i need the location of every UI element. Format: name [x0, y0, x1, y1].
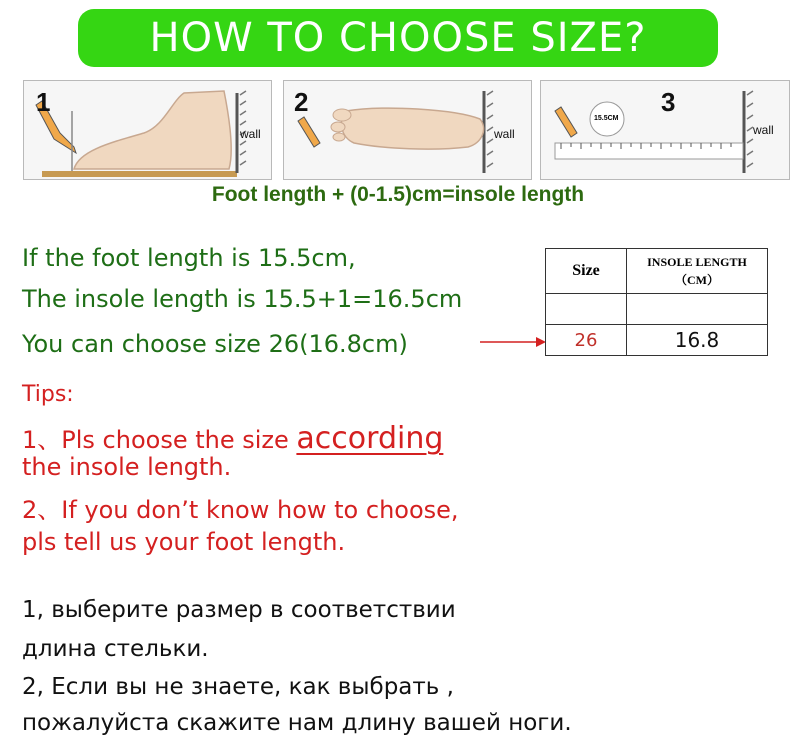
measure-label: 15.5CM — [594, 115, 619, 122]
tips-label: Tips: — [22, 382, 74, 407]
tip-1-line-1 — [22, 420, 443, 456]
step-2-number: 2 — [294, 87, 309, 117]
row-length: 16.8 — [627, 325, 768, 356]
table-header-row — [546, 249, 768, 294]
step-1-number: 1 — [36, 87, 51, 117]
tip-1-emphasis: according — [296, 421, 444, 456]
size-table — [545, 248, 768, 356]
ru-line-1: 1, выберите размер в соответствии — [22, 597, 456, 623]
example-line-3: You can choose size 26(16.8cm) — [22, 330, 408, 358]
tip-1-prefix: 1、Pls choose the size — [22, 426, 297, 454]
header-length-line2: （CM） — [675, 273, 719, 287]
ru-line-4: пожалуйста скажите нам длину вашей ноги. — [22, 710, 572, 736]
tip-1-line-2: the insole length. — [22, 453, 232, 481]
foot-side-illustration — [24, 81, 271, 179]
row-size: 26 — [546, 325, 627, 356]
step-2-wall-label: wall — [494, 127, 515, 141]
table-row — [546, 325, 768, 356]
step-3-panel — [540, 80, 790, 180]
table-row-empty — [546, 294, 768, 325]
example-line-1: If the foot length is 15.5cm, — [22, 244, 356, 272]
header-insole-length — [627, 249, 768, 294]
ru-line-2: длина стельки. — [22, 636, 209, 662]
step-1-wall-label: wall — [240, 127, 261, 141]
tip-2-line-1: 2、If you don’t know how to choose, — [22, 496, 459, 524]
step-3-wall-label: wall — [753, 123, 774, 137]
title-banner — [78, 9, 718, 67]
step-2-panel — [283, 80, 532, 180]
tip-2-line-2: pls tell us your foot length. — [22, 528, 346, 556]
header-length-line1: INSOLE LENGTH — [647, 255, 747, 269]
step-1-panel — [23, 80, 272, 180]
step-3-number: 3 — [661, 87, 676, 117]
formula-text: Foot length + (0-1.5)cm=insole length — [211, 183, 585, 206]
ru-line-3: 2, Если вы не знаете, как выбрать , — [22, 674, 454, 700]
arrow-icon — [480, 335, 546, 349]
example-line-2: The insole length is 15.5+1=16.5cm — [22, 285, 463, 313]
header-size: Size — [546, 249, 627, 294]
page-title: HOW TO CHOOSE SIZE? — [149, 15, 647, 61]
